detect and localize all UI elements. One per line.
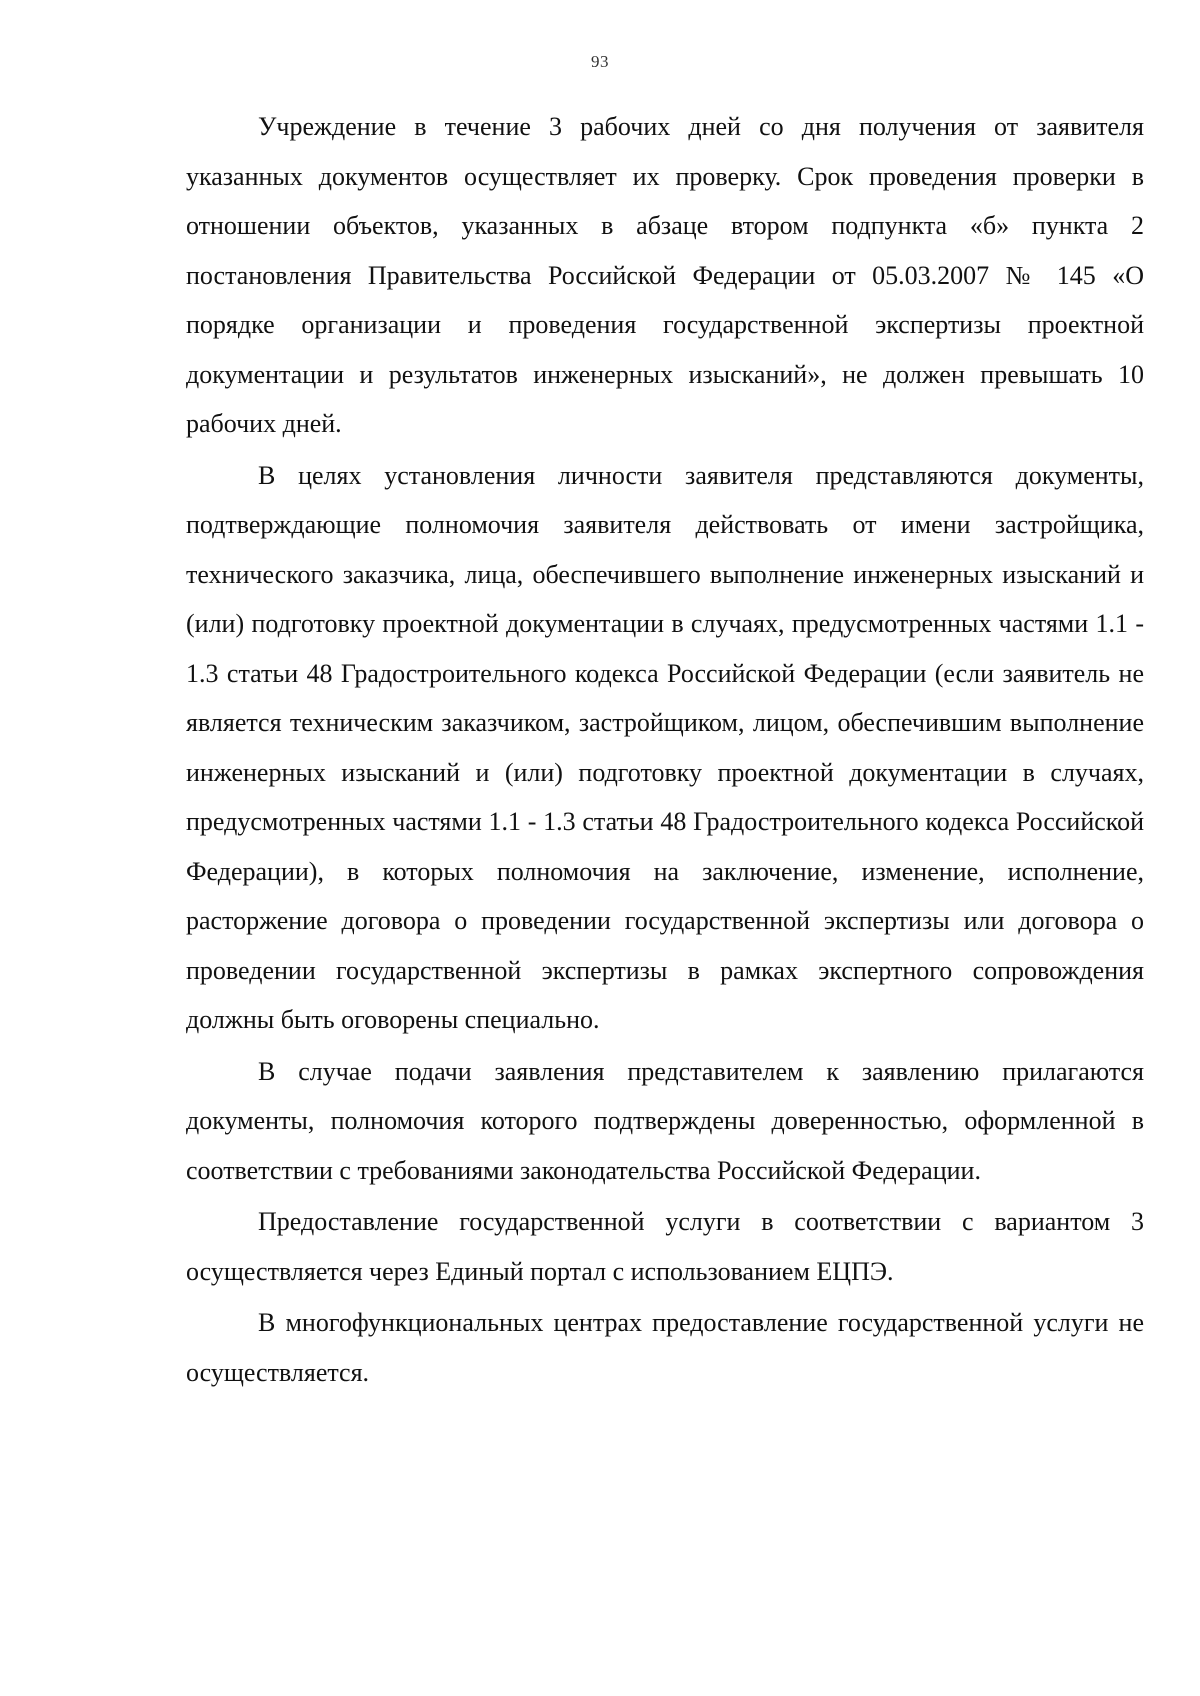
paragraph-verification-term: Учреждение в течение 3 рабочих дней со дня получения от заявителя указанных документов осуществляет их проверку. Срок проведения проверки в отношении объектов, указанных в абзаце втором подпункта «б» пункта 2 постановления Правительства Российской Федерации от 05.03.2007 № 145 «О порядке организации и проведения государственной экспертизы проектной документации и результатов инженерных изысканий», не должен превышать 10 рабочих дней. (186, 112, 1144, 438)
page-number: 93 (591, 52, 609, 71)
paragraph-mfc: В многофункциональных центрах предоставление государственной услуги не осуществляется. (186, 1308, 1144, 1387)
document-body (186, 102, 1144, 1399)
paragraph-identity-documents: В целях установления личности заявителя представляются документы, подтверждающие полномочия заявителя действовать от имени застройщика, технического заказчика, лица, обеспечившего выполнение инженерных изысканий и (или) подготовку проектной документации в случаях, предусмотренных частями 1.1 - 1.3 статьи 48 Градостроительного кодекса Российской Федерации (если заявитель не является техническим заказчиком, застройщиком, лицом, обеспечившим выполнение инженерных изысканий и (или) подготовку проектной документации в случаях, предусмотренных частями 1.1 - 1.3 статьи 48 Градостроительного кодекса Российской Федерации), в которых полномочия на заключение, изменение, исполнение, расторжение договора о проведении государственной экспертизы или договора о проведении государственной экспертизы в рамках экспертного сопровождения должны быть оговорены специально. (186, 460, 1144, 1034)
paragraph-representative: В случае подачи заявления представителем к заявлению прилагаются документы, полномочия которого подтверждены доверенностью, оформленной в соответствии с требованиями законодательства Российской Федерации. (186, 1056, 1144, 1185)
paragraph-single-portal: Предоставление государственной услуги в соответствии с вариантом 3 осуществляется через Единый портал с использованием ЕЦПЭ. (186, 1207, 1144, 1286)
